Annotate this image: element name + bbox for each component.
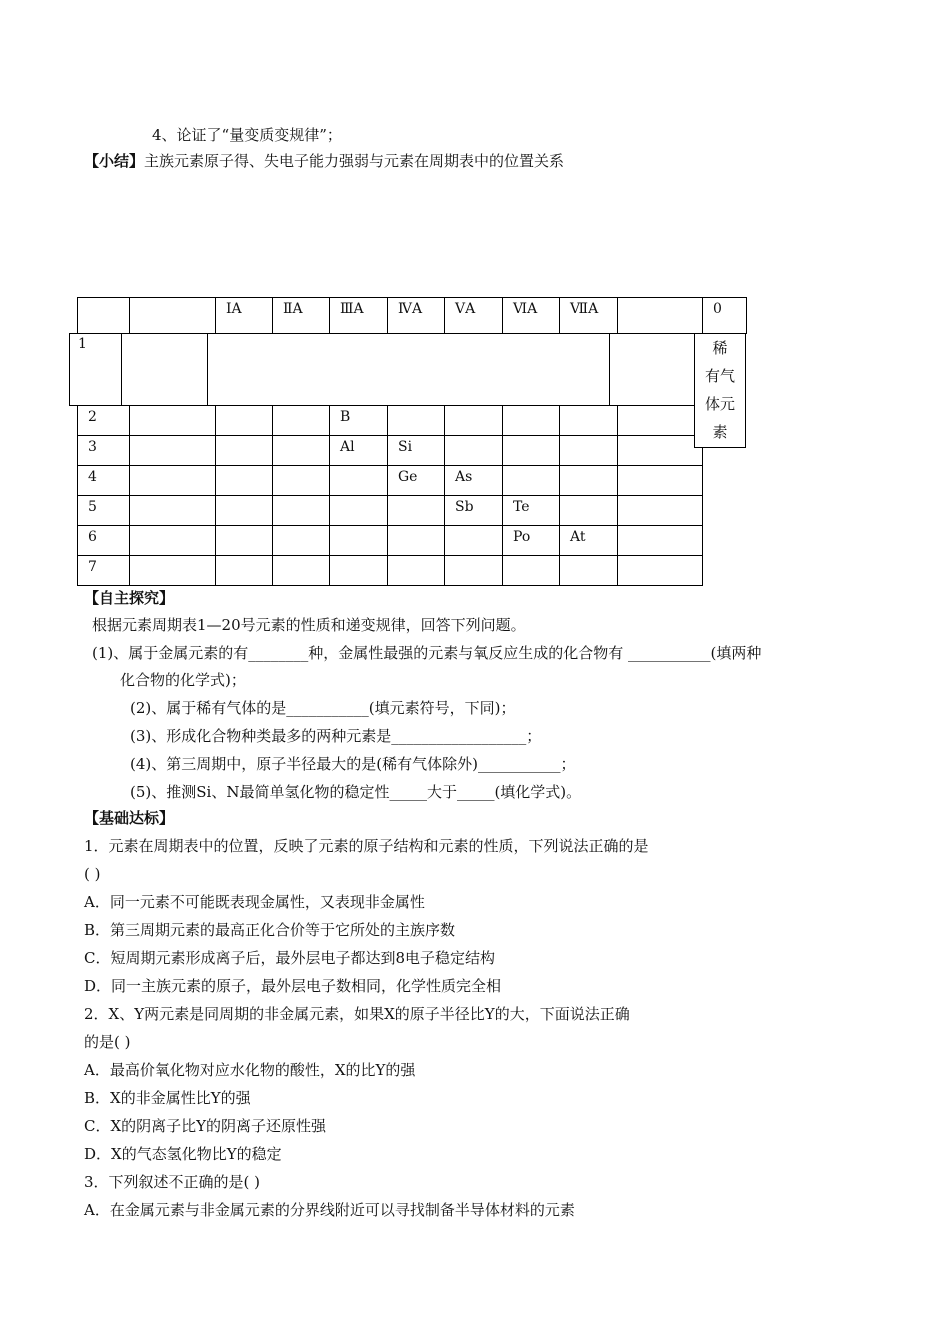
table-cell xyxy=(130,526,216,556)
row1-divider xyxy=(207,334,208,405)
noble-gas-label-line: 稀 xyxy=(712,339,728,357)
group-header: ⅠA xyxy=(216,298,273,334)
inquiry-title: 【自主探究】 xyxy=(84,589,175,607)
group-header: ⅤA xyxy=(445,298,503,334)
table-cell xyxy=(503,556,560,586)
table-row xyxy=(78,406,747,436)
question-5: (5)、推测Si、N最简单氢化物的稳定性_____大于_____(填化学式)。 xyxy=(130,783,582,801)
basic-line: 的是( ) xyxy=(84,1033,131,1051)
group-header: 0 xyxy=(703,298,747,334)
period-label: 3 xyxy=(78,436,130,466)
basic-line: ( ) xyxy=(84,865,101,883)
period-label: 2 xyxy=(78,406,130,436)
table-cell xyxy=(560,406,618,436)
basic-line: 3．下列叙述不正确的是( ) xyxy=(84,1173,261,1191)
table-cell: B xyxy=(330,406,388,436)
table-cell xyxy=(618,556,703,586)
table-cell xyxy=(388,556,445,586)
table-cell xyxy=(560,556,618,586)
table-cell xyxy=(560,436,618,466)
table-cell xyxy=(130,466,216,496)
table-cell xyxy=(130,496,216,526)
period-label: 1 xyxy=(78,336,87,352)
summary-text: 主族元素原子得、失电子能力强弱与元素在周期表中的位置关系 xyxy=(144,152,565,170)
period-label: 6 xyxy=(78,526,130,556)
basic-line: 1．元素在周期表中的位置，反映了元素的原子结构和元素的性质，下列说法正确的是 xyxy=(84,837,649,855)
group-header xyxy=(130,298,216,334)
question-1-cont: 化合物的化学式)； xyxy=(120,671,246,689)
table-cell xyxy=(560,496,618,526)
table-cell xyxy=(216,526,273,556)
table-cell: As xyxy=(445,466,503,496)
table-cell xyxy=(216,496,273,526)
basic-line: A．最高价氧化物对应水化物的酸性，X的比Y的强 xyxy=(84,1061,416,1079)
noble-gas-cell xyxy=(694,333,746,448)
group-header: ⅥA xyxy=(503,298,560,334)
table-cell xyxy=(388,406,445,436)
table-row xyxy=(78,436,747,466)
group-header: ⅣA xyxy=(388,298,445,334)
period-row-1 xyxy=(69,333,703,406)
table-cell: Sb xyxy=(445,496,503,526)
table-cell: Te xyxy=(503,496,560,526)
table-cell: At xyxy=(560,526,618,556)
question-4: (4)、第三周期中，原子半径最大的是(稀有气体除外)___________； xyxy=(130,755,576,773)
table-cell xyxy=(216,466,273,496)
summary-tag: 【小结】 xyxy=(84,152,145,170)
period-label: 4 xyxy=(78,466,130,496)
question-3: (3)、形成化合物种类最多的两种元素是__________________； xyxy=(130,727,542,745)
period-label: 7 xyxy=(78,556,130,586)
basic-line: B．X的非金属性比Y的强 xyxy=(84,1089,251,1107)
table-cell xyxy=(388,496,445,526)
group-header xyxy=(618,298,703,334)
table-cell xyxy=(130,436,216,466)
basic-title: 【基础达标】 xyxy=(84,809,175,827)
table-cell xyxy=(388,526,445,556)
group-header-row xyxy=(78,298,747,334)
table-cell xyxy=(330,466,388,496)
question-2: (2)、属于稀有气体的是___________(填元素符号，下同)； xyxy=(130,699,516,717)
noble-gas-label-line: 有气 xyxy=(704,367,735,385)
basic-line: D．X的气态氢化物比Y的稳定 xyxy=(84,1145,282,1163)
row1-divider xyxy=(121,334,122,405)
table-cell xyxy=(273,436,330,466)
table-cell xyxy=(273,496,330,526)
basic-line: 2．X、Y两元素是同周期的非金属元素，如果X的原子半径比Y的大，下面说法正确 xyxy=(84,1005,630,1023)
table-cell xyxy=(130,406,216,436)
table-cell xyxy=(445,436,503,466)
table-cell xyxy=(618,496,703,526)
table-cell xyxy=(618,406,703,436)
inquiry-lead: 根据元素周期表1—20号元素的性质和递变规律，回答下列问题。 xyxy=(92,616,526,634)
basic-line: C．X的阴离子比Y的阴离子还原性强 xyxy=(84,1117,327,1135)
table-row xyxy=(78,526,747,556)
table-cell xyxy=(503,436,560,466)
summary-line xyxy=(84,151,564,171)
table-cell: Al xyxy=(330,436,388,466)
table-cell: Ge xyxy=(388,466,445,496)
basic-line: C．短周期元素形成离子后，最外层电子都达到8电子稳定结构 xyxy=(84,949,496,967)
table-cell xyxy=(330,526,388,556)
basic-line: A．同一元素不可能既表现金属性，又表现非金属性 xyxy=(84,893,425,911)
table-cell xyxy=(618,436,703,466)
table-cell xyxy=(273,556,330,586)
basic-line: A．在金属元素与非金属元素的分界线附近可以寻找制备半导体材料的元素 xyxy=(84,1201,575,1219)
table-cell xyxy=(503,406,560,436)
table-cell xyxy=(618,526,703,556)
noble-gas-label-line: 素 xyxy=(712,423,728,441)
table-cell xyxy=(130,556,216,586)
table-cell xyxy=(216,436,273,466)
table-cell xyxy=(273,466,330,496)
table-cell xyxy=(445,556,503,586)
basic-line: D．同一主族元素的原子，最外层电子数相同，化学性质完全相 xyxy=(84,977,502,995)
group-header: ⅢA xyxy=(330,298,388,334)
question-1: (1)、属于金属元素的有________种，金属性最强的元素与氧反应生成的化合物有 ___________(填两种 xyxy=(92,644,762,662)
table-cell xyxy=(503,466,560,496)
group-header xyxy=(78,298,130,334)
table-cell: Si xyxy=(388,436,445,466)
basic-line: B．第三周期元素的最高正化合价等于它所处的主族序数 xyxy=(84,921,456,939)
table-cell xyxy=(445,526,503,556)
table-cell xyxy=(273,526,330,556)
table-row xyxy=(78,556,747,586)
table-cell xyxy=(273,406,330,436)
group-header: ⅡA xyxy=(273,298,330,334)
table-cell xyxy=(216,556,273,586)
table-cell xyxy=(445,406,503,436)
table-row xyxy=(78,496,747,526)
table-cell xyxy=(330,556,388,586)
table-cell: Po xyxy=(503,526,560,556)
table-cell xyxy=(330,496,388,526)
table-cell xyxy=(618,466,703,496)
table-cell xyxy=(560,466,618,496)
row1-divider xyxy=(609,334,610,405)
period-label: 5 xyxy=(78,496,130,526)
group-header: ⅦA xyxy=(560,298,618,334)
intro-item-4: 4、论证了“量变质变规律”； xyxy=(152,126,342,144)
table-row xyxy=(78,466,747,496)
table-cell xyxy=(216,406,273,436)
noble-gas-label-line: 体元 xyxy=(704,395,735,413)
